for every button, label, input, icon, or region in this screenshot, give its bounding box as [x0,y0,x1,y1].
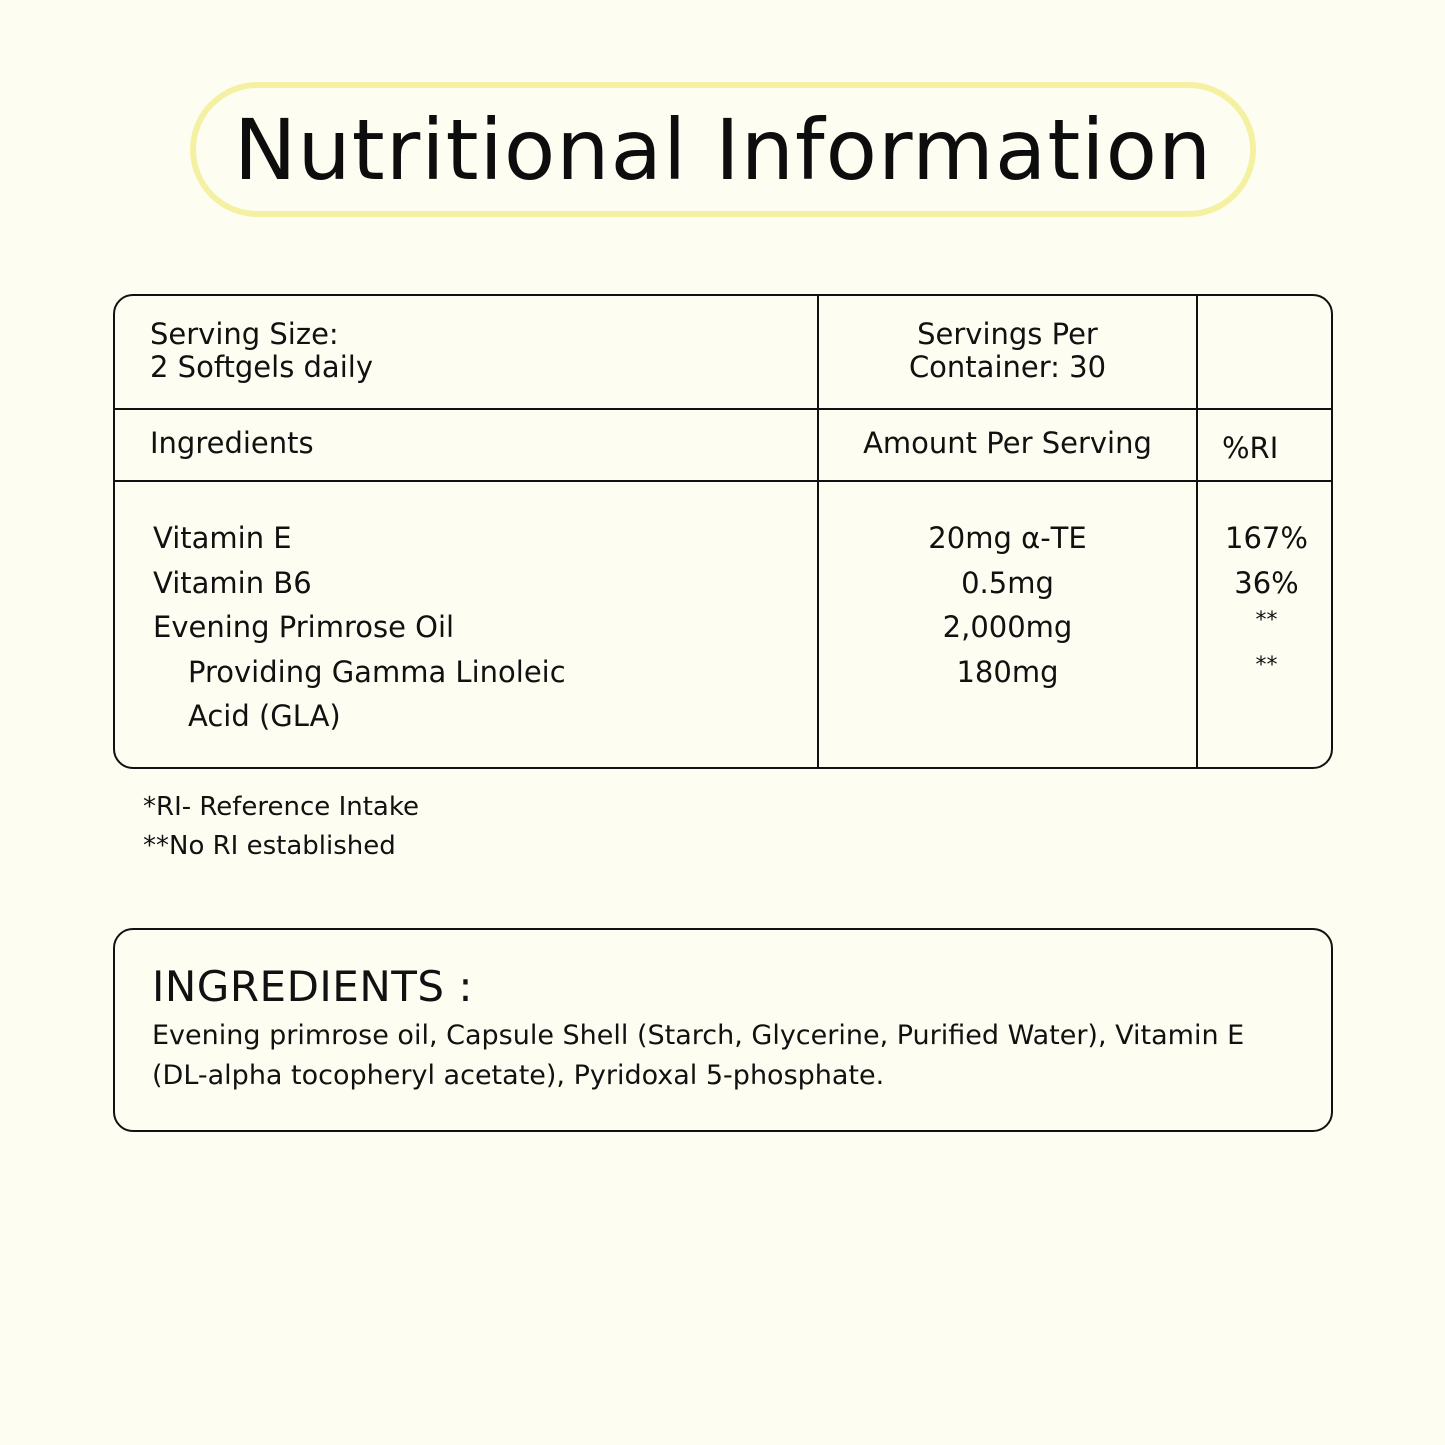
serving-size-value: 2 Softgels daily [150,350,373,384]
nutrition-table [113,294,1333,769]
footnotes [143,788,419,866]
ingredient-amount: 180mg [956,654,1059,689]
ingredient-name: Evening Primrose Oil [153,610,455,644]
servings-per-value: Container: 30 [908,350,1107,384]
ingredient-rows [115,519,1331,742]
ingredient-ri: ** [1255,652,1278,678]
ingredient-amount: 20mg α-TE [928,521,1087,555]
ingredients-text: Evening primrose oil, Capsule Shell (Starch, Glycerine, Purified Water), Vitamin E (DL-alpha tocopheryl acetate), Pyridoxal 5-phosphate. [152,1020,1245,1091]
row-divider [115,480,1331,482]
ingredient-amount: 2,000mg [942,610,1073,644]
footnote-no-ri: **No RI established [143,831,396,861]
table-row [115,519,1331,564]
serving-size [150,318,373,384]
table-row [115,697,1331,742]
ingredient-ri: ** [1255,608,1278,633]
ingredient-ri: 36% [1234,565,1299,600]
servings-per-container [819,318,1196,384]
ingredients-box [113,928,1333,1132]
ingredient-name: Acid (GLA) [188,699,341,733]
table-row [115,564,1331,609]
ingredient-name: Vitamin E [153,521,292,555]
footnote-ri: *RI- Reference Intake [143,792,419,822]
header-ingredients: Ingredients [150,426,314,460]
row-divider [115,408,1331,410]
page-title: Nutritional Information [233,100,1213,199]
ingredients-heading: INGREDIENTS : [152,962,474,1011]
ingredient-name: Vitamin B6 [153,565,312,600]
title-banner [190,82,1256,217]
table-row [115,653,1331,698]
servings-per-label: Servings Per [917,317,1098,351]
ingredient-name: Providing Gamma Linoleic [188,654,566,689]
serving-size-label: Serving Size: [150,317,339,351]
header-amount: Amount Per Serving [863,426,1152,460]
table-row [115,608,1331,653]
header-ri: %RI [1222,431,1279,465]
ingredient-amount: 0.5mg [961,565,1054,600]
ingredient-ri: 167% [1225,521,1308,555]
